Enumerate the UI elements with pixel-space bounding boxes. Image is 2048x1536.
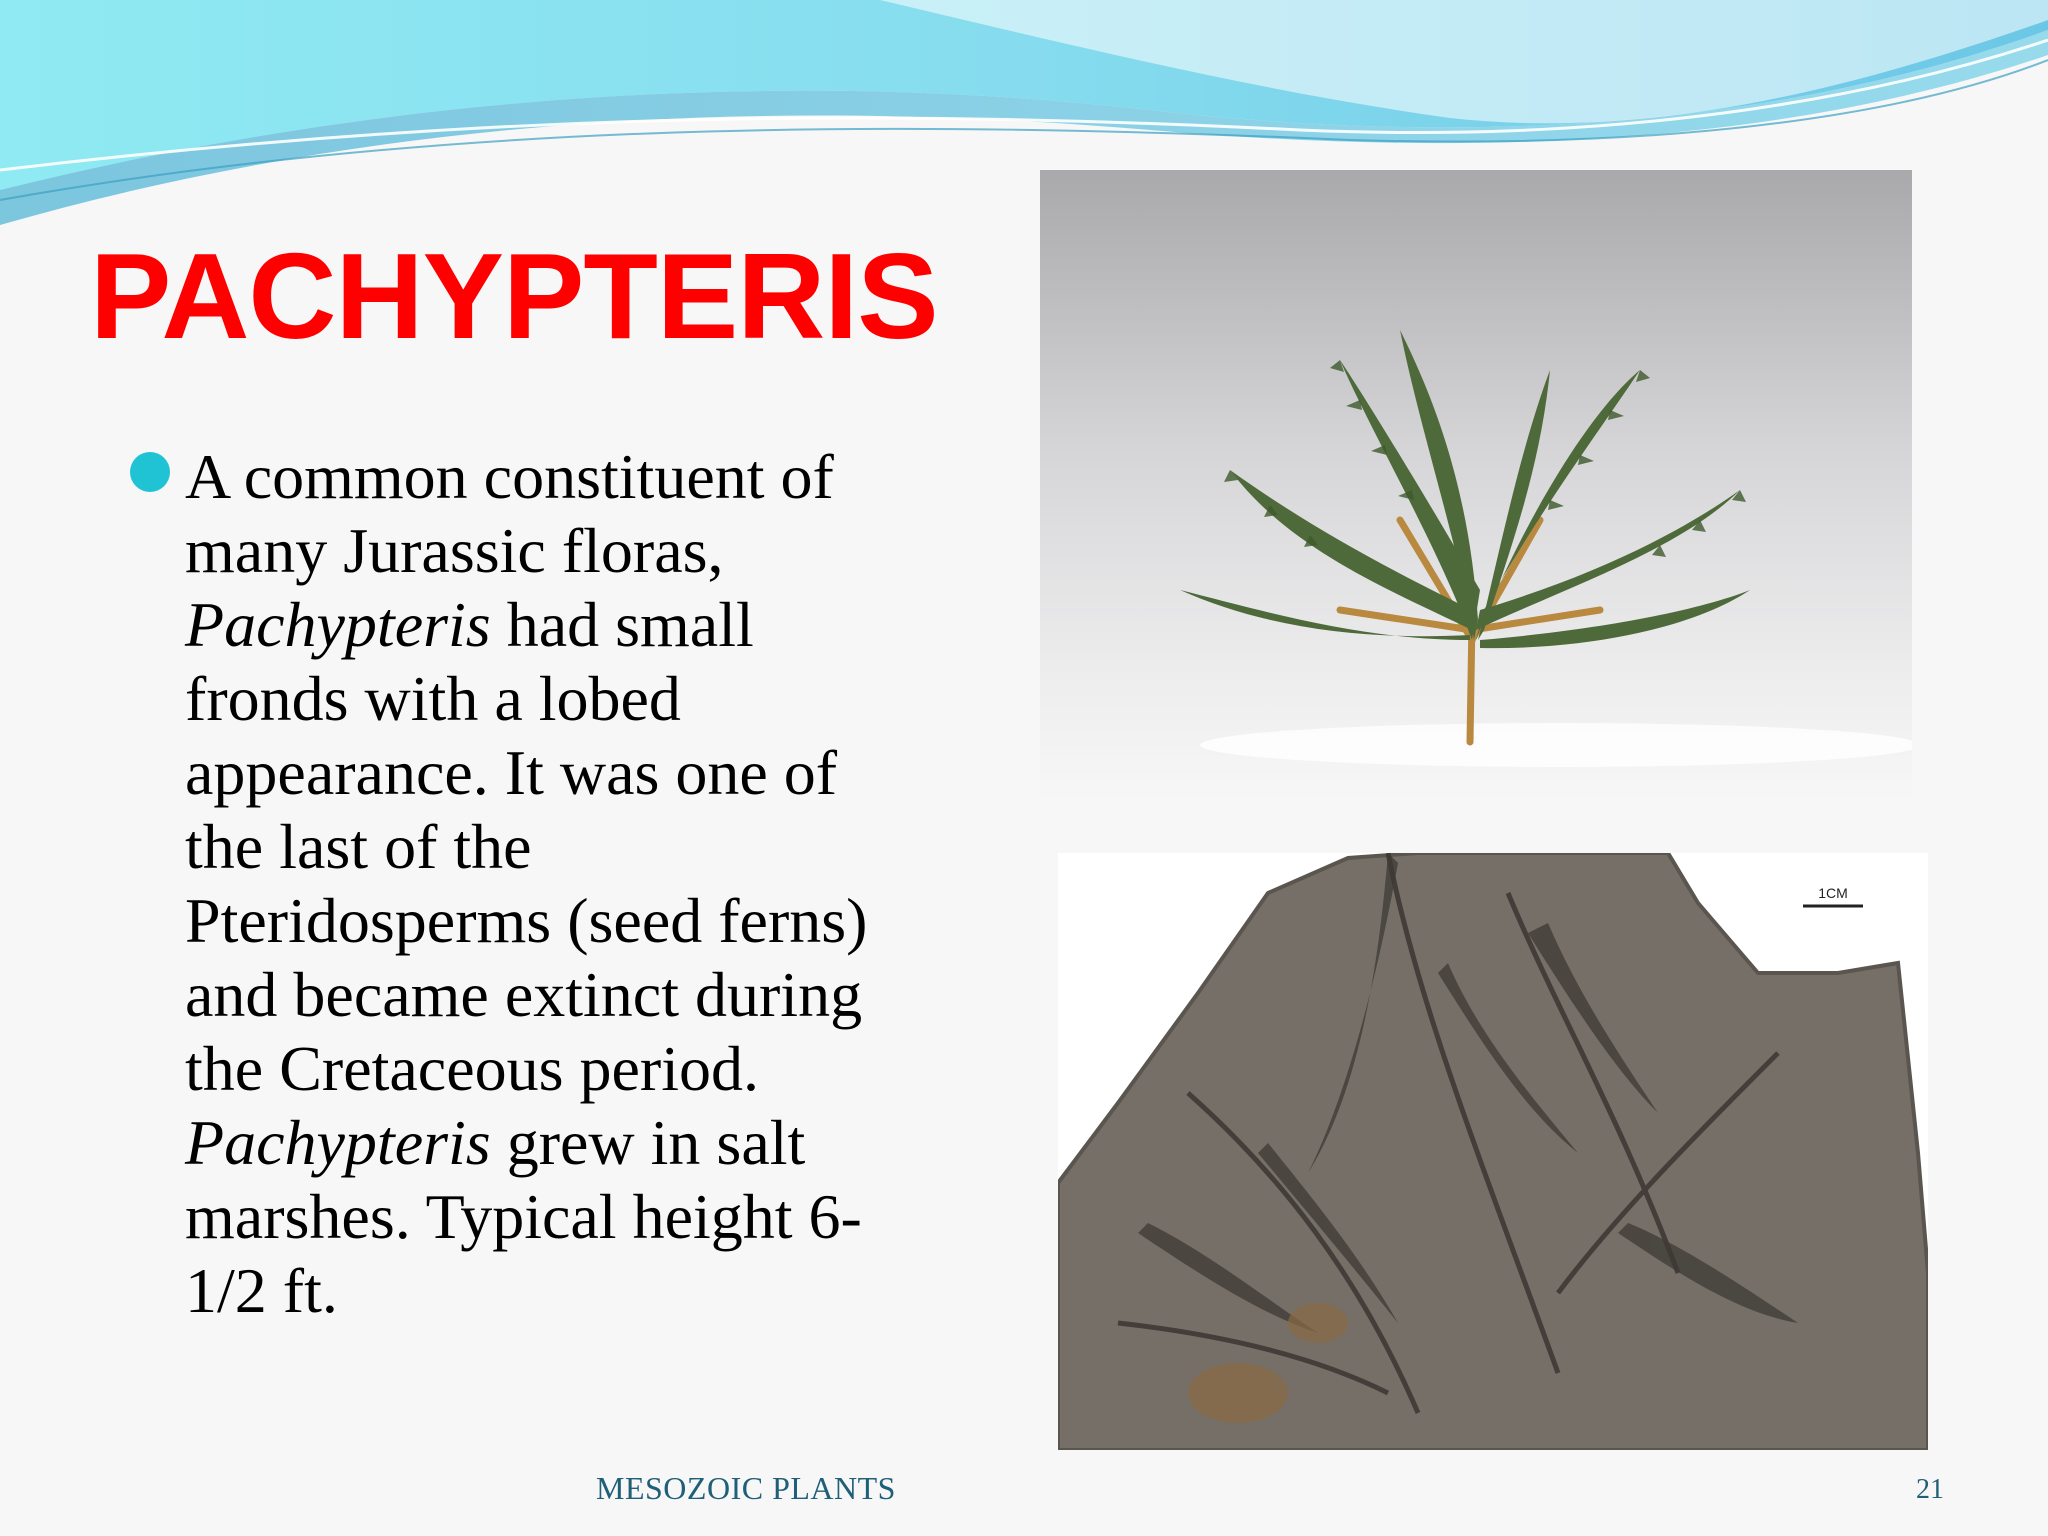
page-number: 21 (1916, 1474, 1944, 1505)
footer-title: MESOZOIC PLANTS (596, 1470, 896, 1506)
bullet-icon (130, 452, 170, 492)
slide-title: PACHYPTERIS (90, 228, 938, 364)
body-line: appearance. It was one of (185, 737, 838, 808)
body-line: many Jurassic floras, (185, 515, 724, 586)
body-line: Pachypteris had small (185, 589, 754, 660)
body-line: marshes. Typical height 6- (185, 1181, 862, 1252)
body-line: Pachypteris grew in salt (185, 1107, 806, 1178)
body-paragraph (185, 440, 1005, 1328)
fossil-image (1058, 853, 1928, 1450)
body-line: the Cretaceous period. (185, 1033, 759, 1104)
body-line: and became extinct during (185, 959, 863, 1030)
body-line: Pteridosperms (seed ferns) (185, 885, 868, 956)
scale-label: 1CM (1818, 885, 1848, 901)
body-line: the last of the (185, 811, 532, 882)
body-line: fronds with a lobed (185, 663, 681, 734)
plant-reconstruction-image (1040, 170, 1912, 802)
body-line: A common constituent of (185, 441, 834, 512)
body-line: 1/2 ft. (185, 1255, 338, 1326)
